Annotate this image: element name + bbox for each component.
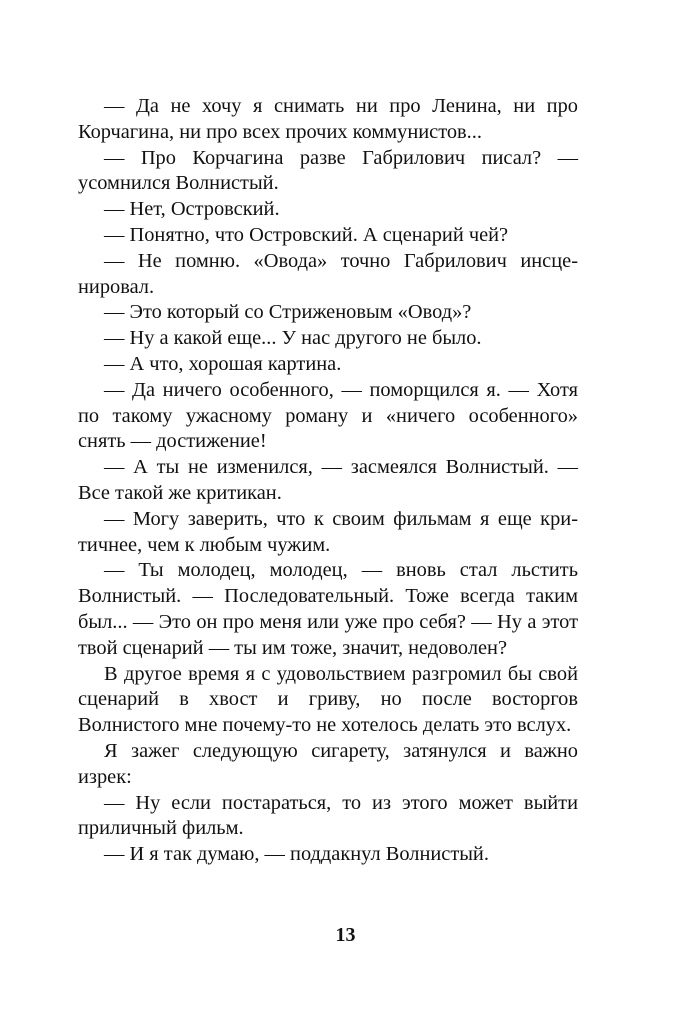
- paragraph-4: — Понятно, что Островский. А сценарий чей?: [104, 223, 509, 246]
- paragraph-10: — А ты не изменился, — засмеялся Волнистый. — Все такой же критикан.: [78, 456, 578, 504]
- page-text: [78, 94, 578, 868]
- paragraph-1: — Да не хочу я снимать ни про Ленина, ни про Корчагина, ни про всех прочих коммунистов...: [78, 95, 578, 143]
- paragraph-12: — Ты молодец, молодец, — вновь стал льстить Волнистый. — Последовательный. Тоже всегда таким был... — Это он про меня или уже про себя? — Ну а этот твой сценарий — ты им тоже, значит, недоволен?: [78, 559, 578, 659]
- paragraph-7: — Ну а какой еще... У нас другого не было.: [104, 327, 482, 350]
- paragraph-13: В другое время я с удовольствием разгромил бы свой сценарий в хвост и гриву, но после восторгов Волнистого мне почему-то не хотелось делать это вслух.: [78, 662, 578, 737]
- paragraph-15: — Ну если постараться, то из этого может выйти приличный фильм.: [78, 791, 578, 840]
- paragraph-11: — Могу заверить, что к своим фильмам я еще критичнее, чем к любым чужим.: [78, 507, 578, 556]
- paragraph-5: — Не помню. «Овода» точно Габрилович инсценировал.: [78, 249, 578, 298]
- paragraph-3: — Нет, Островский.: [104, 198, 280, 221]
- page-number: 13: [335, 924, 356, 946]
- paragraph-8: — А что, хорошая картина.: [104, 352, 342, 375]
- paragraph-2: — Про Корчагина разве Габрилович писал? — усомнился Волнистый.: [78, 146, 578, 195]
- paragraph-9: — Да ничего особенного, — поморщился я. — Хотя по такому ужасному роману и «ничего особенного» снять — достижение!: [78, 378, 578, 453]
- paragraph-6: — Это который со Стриженовым «Овод»?: [104, 301, 472, 324]
- paragraph-16: — И я так думаю, — поддакнул Волнистый.: [104, 843, 489, 866]
- paragraph-14: Я зажег следующую сигарету, затянулся и важно изрек:: [78, 739, 578, 788]
